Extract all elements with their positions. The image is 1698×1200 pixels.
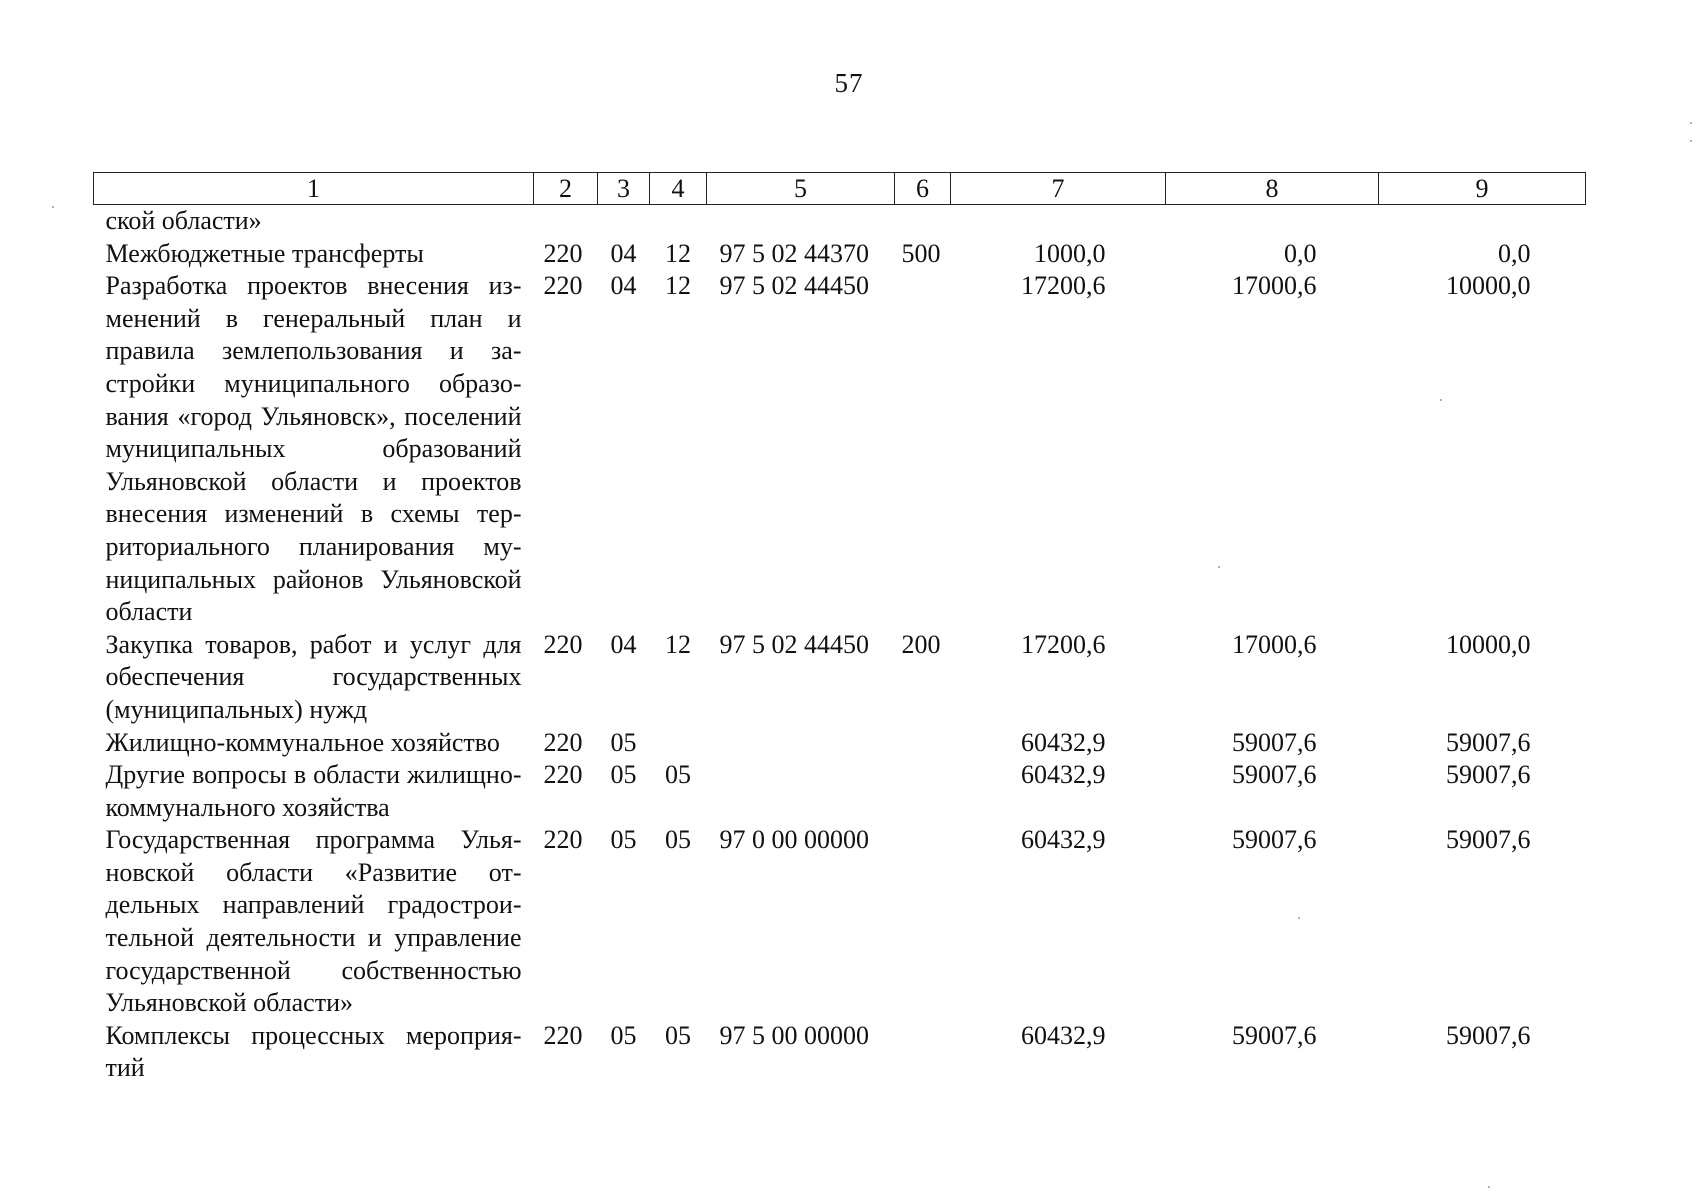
row-code-subsection: 12 <box>665 629 691 659</box>
row-code-subsection: 05 <box>665 1020 691 1050</box>
column-header: 5 <box>707 173 895 205</box>
row-amount-col9: 10000,0 <box>1446 271 1531 301</box>
column-header: 6 <box>895 173 951 205</box>
page-number: 57 <box>834 68 864 98</box>
row-code-section: 05 <box>610 727 637 757</box>
row-amount-col7: 1000,0 <box>1034 238 1106 268</box>
row-name: Разработка проектов внесения изменений в генеральный план и правила землепользования и застройки муниципального образования «город Ульяновск», поселений муниципальных образований Ульяновской области и проектов внесения изменений в схемы территориального планирования муниципальных районов Ульяновской области <box>105 271 522 627</box>
row-amount-col9: 59007,6 <box>1446 760 1531 790</box>
row-amount-col7: 60432,9 <box>1021 760 1106 790</box>
table-row <box>94 238 1586 271</box>
table-row <box>94 759 1586 824</box>
row-code-ministry: 220 <box>543 727 583 757</box>
row-name: Закупка товаров, работ и услуг для обеспечения государственных (муниципальных) нужд <box>105 629 522 724</box>
row-target-article: 97 5 00 00000 <box>719 1020 869 1050</box>
row-code-subsection <box>650 727 707 760</box>
row-amount-col9: 59007,6 <box>1446 825 1531 855</box>
column-header: 2 <box>534 173 598 205</box>
column-header: 4 <box>650 173 707 205</box>
table-row <box>94 727 1586 760</box>
row-amount-col9 <box>1379 205 1586 238</box>
row-amount-col7: 17200,6 <box>1021 629 1106 659</box>
scan-speck <box>1440 399 1442 401</box>
row-code-ministry <box>534 205 598 238</box>
row-amount-col9: 59007,6 <box>1446 727 1531 757</box>
row-amount-col7 <box>951 205 1166 238</box>
row-expense-type <box>895 205 951 238</box>
row-code-section: 04 <box>610 629 637 659</box>
row-code-subsection: 05 <box>665 760 691 790</box>
column-header: 8 <box>1166 173 1379 205</box>
scan-speck <box>1488 1186 1490 1188</box>
row-amount-col8: 17000,6 <box>1232 629 1317 659</box>
row-target-article: 97 5 02 44370 <box>719 238 869 268</box>
row-name: Межбюджетные трансферты <box>105 238 424 268</box>
row-expense-type <box>895 1020 951 1085</box>
row-amount-col8: 59007,6 <box>1232 760 1317 790</box>
row-amount-col9: 59007,6 <box>1446 1020 1531 1050</box>
row-code-ministry: 220 <box>543 1020 583 1050</box>
row-amount-col9: 10000,0 <box>1446 629 1531 659</box>
scan-speck <box>1298 917 1300 919</box>
row-code-section: 04 <box>610 238 637 268</box>
row-code-ministry: 220 <box>543 271 583 301</box>
row-amount-col9: 0,0 <box>1498 238 1531 268</box>
row-target-article <box>707 727 895 760</box>
row-name: Государственная программа Ульяновской области «Развитие отдельных направлений градостроительной деятельности и управление государственной собственностью Ульяновской области» <box>105 825 522 1018</box>
row-target-article: 97 5 02 44450 <box>719 271 869 301</box>
row-code-subsection: 12 <box>665 238 691 268</box>
row-code-ministry: 220 <box>543 760 583 790</box>
row-name: ской области» <box>105 206 262 235</box>
row-target-article: 97 0 00 00000 <box>719 825 869 855</box>
table-row <box>94 270 1586 629</box>
row-code-subsection: 12 <box>665 271 691 301</box>
row-code-subsection: 05 <box>665 825 691 855</box>
row-expense-type <box>895 759 951 824</box>
row-expense-type <box>895 270 951 629</box>
row-target-article <box>707 205 895 238</box>
table-row <box>94 205 1586 238</box>
row-amount-col7: 60432,9 <box>1021 727 1106 757</box>
table-row <box>94 824 1586 1020</box>
row-code-section <box>598 205 650 238</box>
row-amount-col7: 17200,6 <box>1021 271 1106 301</box>
row-amount-col7: 60432,9 <box>1021 1020 1106 1050</box>
row-expense-type <box>895 824 951 1020</box>
row-code-ministry: 220 <box>543 629 583 659</box>
row-amount-col8: 59007,6 <box>1232 825 1317 855</box>
row-code-ministry: 220 <box>543 825 583 855</box>
row-amount-col7: 60432,9 <box>1021 825 1106 855</box>
scan-speck <box>1218 566 1220 568</box>
table-row <box>94 629 1586 727</box>
column-header: 9 <box>1379 173 1586 205</box>
row-code-ministry: 220 <box>543 238 583 268</box>
scan-speck <box>1690 122 1692 124</box>
row-code-section: 05 <box>610 1020 637 1050</box>
row-amount-col8: 59007,6 <box>1232 1020 1317 1050</box>
row-amount-col8 <box>1166 205 1379 238</box>
table-row <box>94 1020 1586 1085</box>
row-amount-col8: 17000,6 <box>1232 271 1317 301</box>
column-number-row <box>94 173 1586 205</box>
column-header: 3 <box>598 173 650 205</box>
row-expense-type <box>895 727 951 760</box>
column-header: 1 <box>94 173 534 205</box>
column-header: 7 <box>951 173 1166 205</box>
row-amount-col8: 0,0 <box>1284 238 1317 268</box>
row-code-section: 04 <box>610 271 637 301</box>
row-name: Комплексы процессных мероприятий <box>105 1020 522 1083</box>
row-code-section: 05 <box>610 825 637 855</box>
row-name: Другие вопросы в области жилищно-коммунального хозяйства <box>105 760 522 822</box>
row-code-section: 05 <box>610 760 637 790</box>
row-expense-type: 200 <box>901 629 941 659</box>
row-expense-type: 500 <box>901 238 941 268</box>
scan-speck <box>52 206 54 208</box>
scan-speck <box>1690 140 1692 142</box>
row-code-subsection <box>650 205 707 238</box>
row-target-article: 97 5 02 44450 <box>719 629 869 659</box>
row-name: Жилищно-коммунальное хозяйство <box>105 727 500 757</box>
row-target-article <box>707 759 895 824</box>
budget-table <box>93 172 1586 1085</box>
row-amount-col8: 59007,6 <box>1232 727 1317 757</box>
